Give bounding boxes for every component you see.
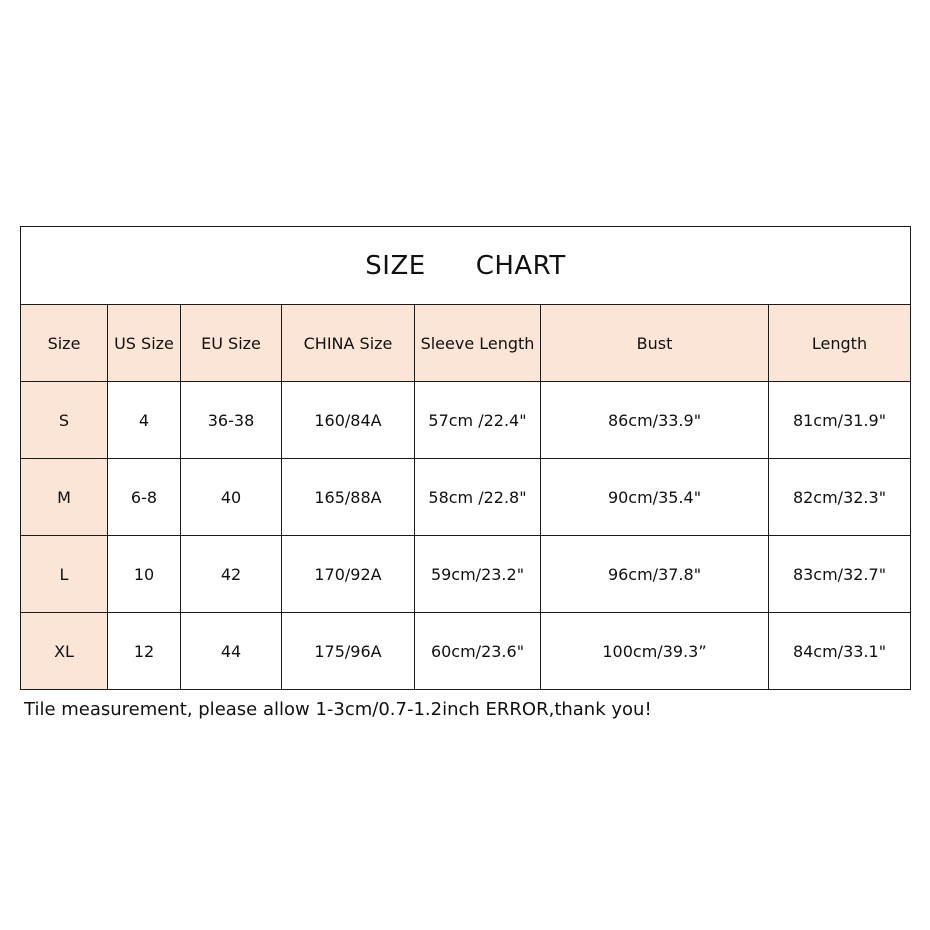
us-size-cell: 10 <box>108 536 181 613</box>
sleeve-length-cell: 57cm /22.4" <box>415 382 541 459</box>
size-chart-table <box>20 226 911 690</box>
table-row <box>21 459 911 536</box>
length-cell: 83cm/32.7" <box>769 536 911 613</box>
china-size-cell: 160/84A <box>282 382 415 459</box>
measurement-note: Tile measurement, please allow 1-3cm/0.7-1.2inch ERROR,thank you! <box>24 699 652 720</box>
sleeve-length-cell: 60cm/23.6" <box>415 613 541 690</box>
china-size-cell: 175/96A <box>282 613 415 690</box>
eu-size-cell: 44 <box>181 613 282 690</box>
header-length: Length <box>769 305 911 382</box>
eu-size-cell: 42 <box>181 536 282 613</box>
header-size: Size <box>21 305 108 382</box>
chart-title-word-1: SIZE <box>365 250 426 281</box>
us-size-cell: 12 <box>108 613 181 690</box>
header-us-size: US Size <box>108 305 181 382</box>
header-row <box>21 305 911 382</box>
bust-cell: 100cm/39.3” <box>541 613 769 690</box>
china-size-cell: 170/92A <box>282 536 415 613</box>
size-label-cell: L <box>21 536 108 613</box>
eu-size-cell: 36-38 <box>181 382 282 459</box>
bust-cell: 96cm/37.8" <box>541 536 769 613</box>
table-row <box>21 613 911 690</box>
header-china-size: CHINA Size <box>282 305 415 382</box>
length-cell: 81cm/31.9" <box>769 382 911 459</box>
chart-title-word-2: CHART <box>475 250 566 281</box>
bust-cell: 90cm/35.4" <box>541 459 769 536</box>
header-eu-size: EU Size <box>181 305 282 382</box>
sleeve-length-cell: 58cm /22.8" <box>415 459 541 536</box>
sleeve-length-cell: 59cm/23.2" <box>415 536 541 613</box>
size-label-cell: S <box>21 382 108 459</box>
china-size-cell: 165/88A <box>282 459 415 536</box>
bust-cell: 86cm/33.9" <box>541 382 769 459</box>
length-cell: 84cm/33.1" <box>769 613 911 690</box>
us-size-cell: 6-8 <box>108 459 181 536</box>
table-row <box>21 536 911 613</box>
header-bust: Bust <box>541 305 769 382</box>
size-label-cell: XL <box>21 613 108 690</box>
size-label-cell: M <box>21 459 108 536</box>
length-cell: 82cm/32.3" <box>769 459 911 536</box>
us-size-cell: 4 <box>108 382 181 459</box>
table-row <box>21 382 911 459</box>
eu-size-cell: 40 <box>181 459 282 536</box>
chart-title <box>21 227 911 305</box>
header-sleeve-length: Sleeve Length <box>415 305 541 382</box>
